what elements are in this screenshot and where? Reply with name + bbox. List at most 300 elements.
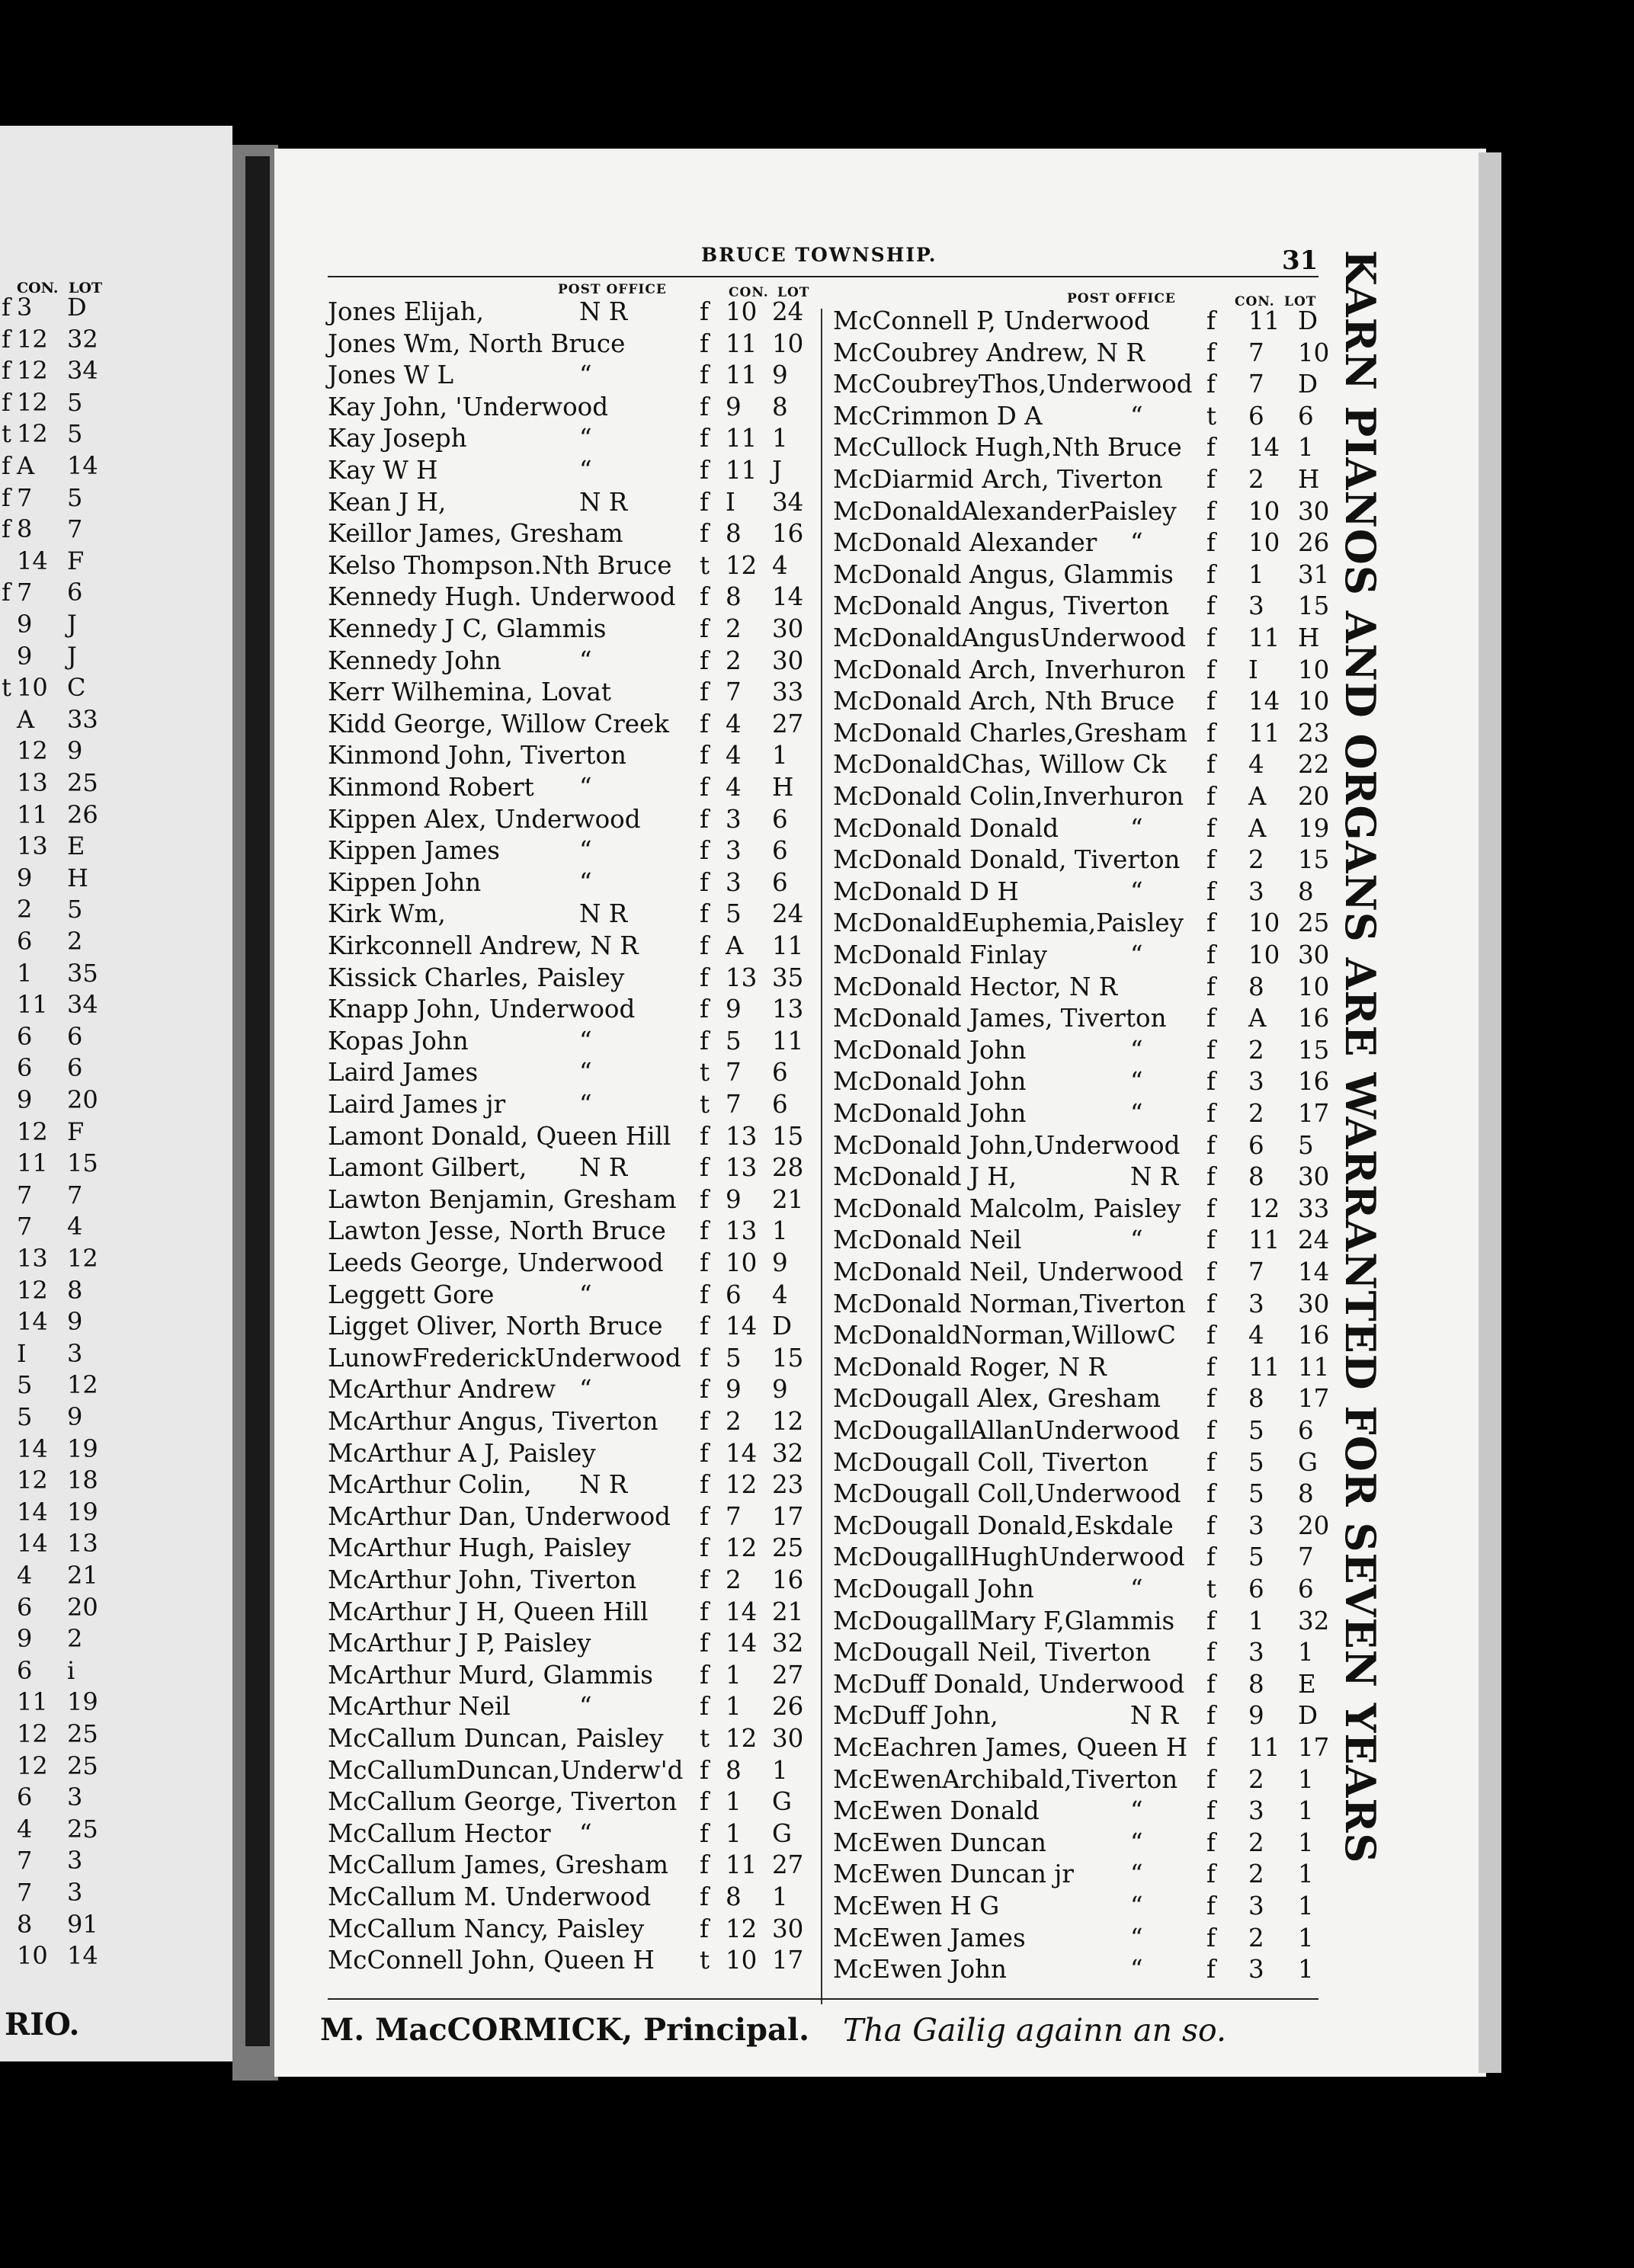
left-page-con: 12 bbox=[17, 419, 48, 449]
entry-post-office: “ bbox=[579, 456, 592, 485]
entry-name: Leggett Gore bbox=[328, 1280, 495, 1309]
left-page-lot: 2 bbox=[67, 927, 83, 956]
directory-entry bbox=[833, 338, 1330, 370]
entry-lot: 1 bbox=[1298, 1764, 1314, 1794]
entry-post-office: N R bbox=[579, 899, 628, 929]
left-page-con: 14 bbox=[17, 1434, 48, 1463]
entry-lot: H bbox=[1298, 465, 1320, 494]
entry-lot: 35 bbox=[772, 963, 804, 992]
entry-tenure: f bbox=[700, 456, 710, 485]
directory-entry bbox=[833, 749, 1330, 781]
entry-tenure: f bbox=[700, 931, 710, 960]
entry-post-office: “ bbox=[1130, 401, 1143, 431]
directory-entry bbox=[833, 1764, 1321, 1796]
entry-name: Leeds George, Underwood bbox=[328, 1248, 664, 1277]
entry-lot: 1 bbox=[772, 1216, 788, 1246]
entry-name: McEwen Duncan bbox=[833, 1828, 1046, 1857]
entry-name: Kidd George, Willow Creek bbox=[328, 709, 669, 738]
directory-entry bbox=[833, 1289, 1330, 1321]
entry-name: Kay Joseph bbox=[328, 424, 467, 453]
entry-concession: 11 bbox=[1248, 623, 1280, 652]
entry-name: McArthur Angus, Tiverton bbox=[328, 1407, 658, 1436]
entry-tenure: f bbox=[1206, 306, 1216, 335]
entry-name: McCallum Nancy, Paisley bbox=[328, 1914, 645, 1943]
entry-name: McCullock Hugh,Nth Bruce bbox=[833, 433, 1182, 463]
entry-name: McEwen John bbox=[833, 1955, 1007, 1984]
entry-concession: 3 bbox=[1248, 1067, 1264, 1097]
entry-post-office: N R bbox=[1130, 1701, 1179, 1731]
entry-concession: 1 bbox=[1248, 559, 1264, 589]
entry-post-office: “ bbox=[579, 1090, 592, 1119]
entry-name: McDougall Alex, Gresham bbox=[833, 1384, 1161, 1414]
entry-concession: 11 bbox=[1248, 306, 1280, 335]
left-page-footer: RIO. bbox=[5, 2007, 80, 2042]
left-page-lot: 6 bbox=[67, 1053, 83, 1083]
entry-concession: 13 bbox=[726, 1153, 758, 1183]
entry-name: Kennedy J C, Glammis bbox=[328, 614, 607, 643]
entry-tenure: f bbox=[700, 1914, 710, 1943]
entry-name: McDonald John,Underwood bbox=[833, 1130, 1181, 1160]
entry-post-office: “ bbox=[579, 424, 592, 453]
entry-name: McDonaldEuphemia,Paisley bbox=[833, 908, 1184, 938]
entry-lot: 24 bbox=[1298, 1225, 1330, 1255]
entry-tenure: f bbox=[700, 424, 710, 453]
left-page-lot: 9 bbox=[67, 1402, 83, 1431]
entry-concession: 12 bbox=[726, 1914, 758, 1943]
left-page-lot: 19 bbox=[67, 1497, 98, 1526]
entry-name: McArthur John, Tiverton bbox=[328, 1565, 637, 1594]
entry-concession: 11 bbox=[726, 360, 758, 390]
entry-lot: 24 bbox=[772, 899, 804, 929]
entry-name: McConnell P, Underwood bbox=[833, 306, 1150, 335]
left-con-header: CON. bbox=[729, 285, 769, 300]
entry-tenure: f bbox=[700, 995, 710, 1024]
directory-entry bbox=[833, 623, 1321, 655]
entry-concession: 8 bbox=[1248, 1669, 1264, 1699]
entry-lot: 21 bbox=[772, 1597, 804, 1626]
directory-entry bbox=[833, 464, 1321, 496]
entry-name: McArthur Andrew bbox=[328, 1375, 556, 1405]
entry-lot: 14 bbox=[1298, 1257, 1330, 1286]
entry-lot: 30 bbox=[1298, 940, 1330, 969]
entry-post-office: “ bbox=[1130, 1225, 1143, 1255]
entry-name: Keillor James, Gresham bbox=[328, 519, 623, 549]
entry-concession: A bbox=[726, 931, 744, 960]
entry-lot: 1 bbox=[1298, 1955, 1314, 1984]
entry-tenure: f bbox=[1206, 370, 1216, 399]
entry-name: McEwen H G bbox=[833, 1892, 1000, 1920]
entry-lot: 1 bbox=[1298, 433, 1314, 463]
entry-concession: 2 bbox=[726, 1407, 742, 1436]
directory-entry bbox=[833, 1193, 1330, 1225]
entry-tenure: f bbox=[700, 1660, 710, 1690]
entry-name: McDonald D H bbox=[833, 876, 1019, 906]
directory-entry bbox=[833, 306, 1321, 338]
entry-tenure: f bbox=[1206, 1542, 1216, 1572]
directory-entry bbox=[833, 1510, 1330, 1542]
entry-lot: 1 bbox=[772, 424, 788, 453]
entry-post-office: “ bbox=[579, 1280, 592, 1309]
left-page-lot: 34 bbox=[67, 990, 98, 1020]
entry-lot: 16 bbox=[772, 1565, 804, 1594]
entry-name: McConnell John, Queen H bbox=[328, 1946, 655, 1975]
entry-lot: 1 bbox=[1298, 1828, 1314, 1857]
entry-lot: 17 bbox=[1298, 1384, 1330, 1414]
entry-name: McDougall Neil, Tiverton bbox=[833, 1638, 1152, 1667]
entry-concession: 6 bbox=[1248, 1574, 1264, 1603]
entry-post-office: “ bbox=[579, 1818, 592, 1848]
entry-tenure: t bbox=[700, 550, 710, 580]
left-page-con: 7 bbox=[17, 578, 33, 607]
entry-name: McDougallMary F,Glammis bbox=[833, 1606, 1175, 1635]
entry-concession: 1 bbox=[726, 1787, 742, 1817]
entry-name: Lamont Donald, Queen Hill bbox=[328, 1121, 671, 1151]
entry-tenure: t bbox=[700, 1724, 710, 1753]
entry-lot: 17 bbox=[1298, 1099, 1330, 1128]
entry-concession: 14 bbox=[726, 1597, 758, 1626]
entry-post-office: “ bbox=[579, 1375, 592, 1405]
entry-tenure: f bbox=[1206, 1796, 1216, 1826]
entry-tenure: f bbox=[1206, 876, 1216, 906]
entry-name: Kay John, 'Underwood bbox=[328, 392, 609, 421]
entry-concession: 9 bbox=[726, 1375, 742, 1405]
entry-lot: 33 bbox=[772, 678, 804, 707]
entry-tenure: f bbox=[700, 773, 710, 802]
entry-concession: 11 bbox=[726, 456, 758, 485]
entry-tenure: f bbox=[700, 1629, 710, 1658]
directory-entry bbox=[833, 1828, 1321, 1860]
entry-tenure: f bbox=[700, 1501, 710, 1531]
entry-name: Lawton Jesse, North Bruce bbox=[328, 1216, 666, 1246]
entry-post-office: “ bbox=[1130, 1892, 1143, 1920]
directory-entry bbox=[833, 369, 1321, 401]
entry-lot: 1 bbox=[1298, 1796, 1314, 1826]
entry-lot: 7 bbox=[1298, 1542, 1314, 1572]
entry-post-office: “ bbox=[579, 1692, 592, 1722]
entry-tenure: f bbox=[1206, 1606, 1216, 1635]
entry-tenure: f bbox=[1206, 433, 1216, 463]
entry-lot: 34 bbox=[772, 487, 804, 517]
left-page-tenure: t bbox=[2, 419, 11, 449]
left-page-lot: 3 bbox=[67, 1878, 83, 1907]
entry-lot: D bbox=[772, 1312, 793, 1341]
entry-tenure: f bbox=[700, 1280, 710, 1309]
left-page-lot: 3 bbox=[67, 1338, 83, 1368]
entry-tenure: f bbox=[1206, 782, 1216, 811]
left-page-lot: 3 bbox=[67, 1783, 83, 1812]
entry-concession: 3 bbox=[1248, 591, 1264, 621]
entry-concession: 6 bbox=[1248, 401, 1264, 431]
left-page-lot: 2 bbox=[67, 1624, 83, 1654]
entry-name: McDougall Coll, Tiverton bbox=[833, 1447, 1149, 1477]
directory-entry bbox=[833, 591, 1330, 623]
entry-lot: 15 bbox=[1298, 591, 1330, 621]
left-page-con: 14 bbox=[17, 1307, 48, 1337]
entry-tenure: f bbox=[1206, 623, 1216, 652]
directory-entry bbox=[833, 1637, 1321, 1669]
directory-entry bbox=[833, 559, 1330, 591]
left-con-header: CON. bbox=[17, 280, 59, 296]
left-page-lot: 12 bbox=[67, 1370, 98, 1400]
entry-concession: 7 bbox=[726, 678, 742, 707]
entry-tenure: f bbox=[1206, 1384, 1216, 1414]
entry-lot: 30 bbox=[772, 1914, 804, 1943]
left-page-con: 5 bbox=[17, 1370, 33, 1400]
entry-name: McDonald James, Tiverton bbox=[833, 1004, 1167, 1033]
left-page-con: 14 bbox=[17, 1529, 48, 1558]
entry-name: McDonald Angus, Tiverton bbox=[833, 591, 1170, 621]
entry-tenure: f bbox=[1206, 1099, 1216, 1128]
entry-lot: 32 bbox=[772, 1438, 804, 1468]
directory-entry bbox=[833, 1066, 1330, 1098]
directory-entry bbox=[833, 813, 1330, 845]
directory-entry bbox=[833, 1700, 1321, 1732]
entry-concession: 10 bbox=[1248, 940, 1280, 969]
left-page-con: 12 bbox=[17, 1751, 48, 1780]
entry-post-office: “ bbox=[1130, 1796, 1143, 1826]
entry-concession: 13 bbox=[726, 1121, 758, 1151]
directory-entry bbox=[833, 1003, 1330, 1035]
entry-tenure: f bbox=[700, 804, 710, 834]
entry-tenure: f bbox=[1206, 1321, 1216, 1350]
entry-name: McDonaldChas, Willow Ck bbox=[833, 750, 1167, 780]
entry-name: McCoubreyThos,Underwood bbox=[833, 370, 1193, 399]
entry-post-office: “ bbox=[1130, 1035, 1143, 1065]
side-advertisement bbox=[1322, 250, 1399, 2132]
left-page-lot: 32 bbox=[67, 324, 98, 354]
left-page-tenure: f bbox=[2, 578, 11, 607]
left-page-lot: 35 bbox=[67, 958, 98, 988]
entry-tenure: f bbox=[1206, 528, 1216, 558]
left-page-con: 11 bbox=[17, 1148, 48, 1178]
entry-lot: 6 bbox=[1298, 1574, 1314, 1603]
directory-entry bbox=[833, 940, 1330, 972]
entry-tenure: f bbox=[1206, 1067, 1216, 1097]
left-page-lot: 5 bbox=[67, 895, 83, 924]
entry-tenure: f bbox=[1206, 1416, 1216, 1445]
left-page-lot: 13 bbox=[67, 1529, 98, 1558]
entry-concession: 9 bbox=[726, 995, 742, 1024]
entry-name: McDonald Donald bbox=[833, 813, 1059, 843]
entry-concession: 10 bbox=[1248, 908, 1280, 938]
entry-name: McDonaldAngusUnderwood bbox=[833, 623, 1187, 652]
entry-post-office: “ bbox=[579, 645, 592, 675]
entry-tenure: f bbox=[1206, 1257, 1216, 1286]
left-page-con: 6 bbox=[17, 1053, 33, 1083]
left-page-con: 9 bbox=[17, 1085, 33, 1114]
entry-tenure: f bbox=[700, 328, 710, 358]
left-page-con: 2 bbox=[17, 895, 33, 924]
entry-lot: 30 bbox=[772, 645, 804, 675]
directory-entry bbox=[833, 1954, 1321, 1986]
entry-name: McDonaldNorman,WillowC bbox=[833, 1321, 1176, 1350]
entry-concession: 2 bbox=[726, 645, 742, 675]
left-page-con: 13 bbox=[17, 1244, 48, 1273]
entry-lot: 30 bbox=[1298, 1162, 1330, 1192]
entry-post-office: N R bbox=[579, 487, 628, 517]
left-page-con: 12 bbox=[17, 1719, 48, 1748]
directory-entry bbox=[833, 908, 1330, 940]
entry-post-office: “ bbox=[579, 773, 592, 802]
entry-lot: 11 bbox=[772, 931, 804, 960]
entry-concession: 7 bbox=[1248, 338, 1264, 367]
footer-gaelic-motto: Tha Gailig againn an so. bbox=[843, 2012, 1227, 2049]
entry-lot: 10 bbox=[1298, 972, 1330, 1001]
entry-tenure: f bbox=[1206, 1510, 1216, 1540]
directory-entry bbox=[833, 1923, 1321, 1955]
entry-tenure: f bbox=[1206, 1193, 1216, 1223]
entry-lot: 1 bbox=[1298, 1923, 1314, 1952]
entry-lot: 14 bbox=[772, 582, 804, 612]
left-page-tenure: f bbox=[2, 482, 11, 512]
entry-tenure: f bbox=[1206, 1860, 1216, 1889]
entry-tenure: t bbox=[700, 1946, 710, 1975]
directory-entry bbox=[833, 781, 1330, 813]
entry-tenure: f bbox=[1206, 559, 1216, 589]
left-page-con: 12 bbox=[17, 356, 48, 386]
right-post-office-header: POST OFFICE bbox=[1067, 291, 1176, 306]
entry-concession: 8 bbox=[1248, 1384, 1264, 1414]
left-page-lot: 21 bbox=[67, 1561, 98, 1590]
entry-lot: 9 bbox=[772, 360, 788, 390]
entry-lot: 28 bbox=[772, 1153, 804, 1183]
entry-name: McDonald Alexander bbox=[833, 528, 1097, 558]
entry-tenure: f bbox=[700, 1882, 710, 1911]
entry-concession: 13 bbox=[726, 1216, 758, 1246]
entry-concession: 1 bbox=[726, 1818, 742, 1848]
entry-post-office: “ bbox=[579, 836, 592, 866]
left-page-con: 7 bbox=[17, 1212, 33, 1241]
directory-entry bbox=[833, 1796, 1321, 1828]
entry-post-office: N R bbox=[1130, 1162, 1179, 1192]
entry-tenure: f bbox=[700, 1216, 710, 1246]
directory-entry bbox=[833, 496, 1330, 528]
entry-tenure: f bbox=[700, 1438, 710, 1468]
entry-tenure: f bbox=[700, 1470, 710, 1500]
left-page-lot: F bbox=[67, 546, 85, 575]
left-page-lot: 5 bbox=[67, 482, 83, 512]
entry-lot: 13 bbox=[772, 995, 804, 1024]
entry-tenure: f bbox=[700, 1248, 710, 1277]
entry-lot: 6 bbox=[1298, 1416, 1314, 1445]
left-page-lot: 12 bbox=[67, 1244, 98, 1273]
left-page-con: 13 bbox=[17, 768, 48, 797]
entry-name: Ligget Oliver, North Bruce bbox=[328, 1312, 663, 1341]
entry-name: McDougall John bbox=[833, 1574, 1034, 1603]
left-page-lot: 26 bbox=[67, 799, 98, 829]
entry-name: Kay W H bbox=[328, 456, 438, 485]
entry-concession: 6 bbox=[1248, 1130, 1264, 1160]
entry-concession: 4 bbox=[1248, 1321, 1264, 1350]
entry-concession: 12 bbox=[726, 1724, 758, 1753]
entry-lot: 12 bbox=[772, 1407, 804, 1436]
entry-lot: 26 bbox=[1298, 528, 1330, 558]
entry-tenure: f bbox=[700, 1755, 710, 1785]
entry-concession: 5 bbox=[1248, 1416, 1264, 1445]
entry-name: Kirk Wm, bbox=[328, 899, 446, 929]
directory-entry bbox=[833, 1574, 1321, 1606]
left-page-con: 4 bbox=[17, 1814, 33, 1844]
entry-tenure: f bbox=[700, 1375, 710, 1405]
entry-lot: 16 bbox=[1298, 1067, 1330, 1097]
left-page-lot: C bbox=[67, 673, 86, 703]
entry-concession: 11 bbox=[1248, 1733, 1280, 1762]
directory-entry bbox=[833, 401, 1321, 433]
entry-concession: 2 bbox=[1248, 1099, 1264, 1128]
entry-concession: 1 bbox=[726, 1692, 742, 1722]
entry-tenure: f bbox=[1206, 1162, 1216, 1192]
left-page-con: 10 bbox=[17, 1941, 48, 1971]
entry-post-office: N R bbox=[579, 1153, 628, 1183]
directory-entry bbox=[833, 876, 1321, 908]
entry-name: McDonald Angus, Glammis bbox=[833, 559, 1174, 589]
entry-lot: 10 bbox=[1298, 338, 1330, 367]
left-page-con: 12 bbox=[17, 736, 48, 766]
directory-entry bbox=[833, 432, 1321, 464]
entry-concession: 2 bbox=[726, 614, 742, 643]
directory-entry bbox=[833, 655, 1330, 687]
entry-post-office: “ bbox=[1130, 1067, 1143, 1097]
left-page-tenure: f bbox=[2, 451, 11, 480]
left-page-con: 11 bbox=[17, 799, 48, 829]
entry-tenure: t bbox=[1206, 401, 1217, 431]
entry-name: Kennedy John bbox=[328, 645, 501, 675]
entry-concession: 8 bbox=[726, 519, 742, 549]
left-page-lot: 25 bbox=[67, 768, 98, 797]
left-page-con: 3 bbox=[17, 293, 33, 322]
entry-name: Laird James bbox=[328, 1058, 479, 1088]
left-page-con: 6 bbox=[17, 1021, 33, 1051]
directory-entry bbox=[833, 1478, 1321, 1510]
entry-concession: 10 bbox=[726, 1946, 758, 1975]
entry-concession: 11 bbox=[1248, 1225, 1280, 1255]
entry-name: McEwen Donald bbox=[833, 1796, 1040, 1826]
entry-post-office: “ bbox=[1130, 1923, 1143, 1952]
left-page-con: 9 bbox=[17, 610, 33, 639]
entry-name: McArthur A J, Paisley bbox=[328, 1438, 596, 1468]
entry-concession: 14 bbox=[726, 1438, 758, 1468]
entry-name: Kelso Thompson.Nth Bruce bbox=[328, 550, 672, 580]
entry-concession: 4 bbox=[726, 773, 742, 802]
entry-concession: 11 bbox=[726, 328, 758, 358]
directory-entry bbox=[833, 1606, 1330, 1638]
entry-tenure: f bbox=[700, 1597, 710, 1626]
entry-tenure: f bbox=[700, 1533, 710, 1563]
entry-lot: 10 bbox=[1298, 687, 1330, 716]
entry-concession: 13 bbox=[726, 963, 758, 992]
directory-entry bbox=[833, 1161, 1330, 1193]
entry-lot: 27 bbox=[772, 1660, 804, 1690]
entry-name: McArthur Murd, Glammis bbox=[328, 1660, 653, 1690]
right-con-header: CON. bbox=[1235, 294, 1275, 309]
footer-principal: M. MacCORMICK, Principal. bbox=[320, 2012, 810, 2048]
left-page-lot: H bbox=[67, 863, 88, 892]
entry-name: McArthur Hugh, Paisley bbox=[328, 1533, 631, 1563]
footer-rule bbox=[328, 1998, 1318, 2000]
entry-lot: D bbox=[1298, 370, 1318, 399]
entry-name: McCrimmon D A bbox=[833, 401, 1043, 431]
entry-lot: J bbox=[772, 456, 783, 485]
running-head: BRUCE TOWNSHIP. bbox=[701, 244, 937, 266]
left-page-tenure: f bbox=[2, 514, 11, 544]
left-page-lot: 19 bbox=[67, 1687, 98, 1717]
left-page-lot: 14 bbox=[67, 451, 98, 480]
entry-name: McEwenArchibald,Tiverton bbox=[833, 1764, 1178, 1794]
directory-entry bbox=[833, 1257, 1330, 1289]
left-page-con: 4 bbox=[17, 1561, 33, 1590]
entry-name: Kippen Alex, Underwood bbox=[328, 804, 641, 834]
entry-concession: A bbox=[1248, 813, 1267, 843]
